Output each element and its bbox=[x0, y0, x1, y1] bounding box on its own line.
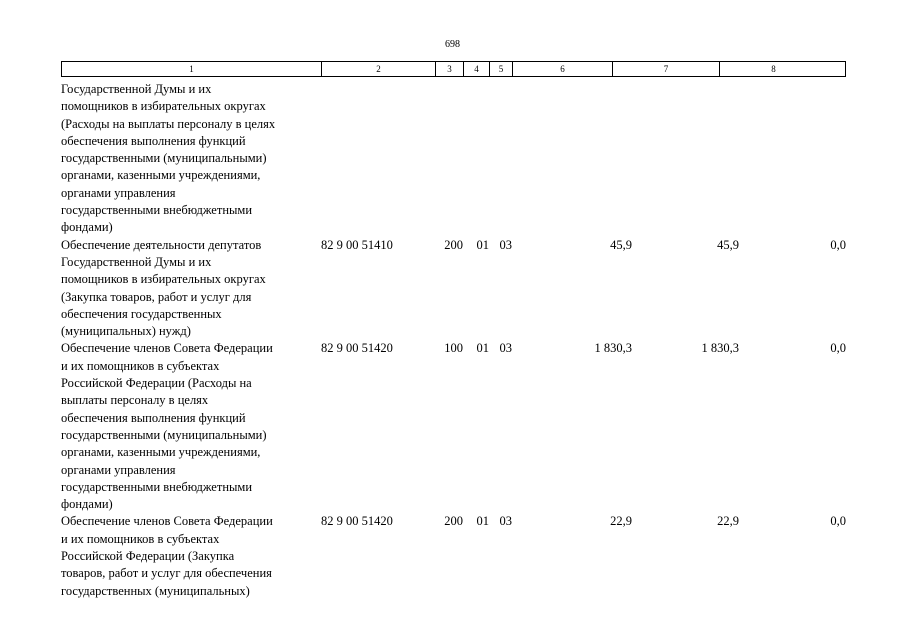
column-header-2: 2 bbox=[322, 62, 436, 76]
row-value-7: 22,9 bbox=[717, 514, 739, 529]
table-row bbox=[61, 340, 846, 513]
row-value-6: 1 830,3 bbox=[594, 341, 632, 356]
row-value-8 bbox=[739, 81, 846, 237]
row-value-8: 0,0 bbox=[830, 341, 846, 356]
row-description: Обеспечение членов Совета Федерации и их помощников в субъектах Российской Федерации (Расходы на выплаты персоналу в целях обеспечения выполнения функций государственными (муниципальными) органами, казенными учреждениями, органами управления государственными внебюджетными фондами) bbox=[61, 341, 273, 512]
table-body bbox=[61, 81, 846, 600]
row-pr: 03 bbox=[499, 341, 512, 356]
row-value-7 bbox=[632, 81, 739, 237]
row-code bbox=[321, 81, 435, 237]
table-header-row bbox=[61, 61, 846, 77]
column-header-4: 4 bbox=[464, 62, 490, 76]
row-description: Государственной Думы и их помощников в избирательных округах (Расходы на выплаты персоналу в целях обеспечения выполнения функций государственными (муниципальными) органами, казенными учреждениями, органами управления государственными внебюджетными фондами) bbox=[61, 82, 276, 235]
column-header-5: 5 bbox=[490, 62, 513, 76]
column-header-1: 1 bbox=[62, 62, 322, 76]
page-number: 698 bbox=[445, 39, 460, 50]
table-row bbox=[61, 237, 846, 341]
row-vr bbox=[435, 81, 463, 237]
column-header-6: 6 bbox=[513, 62, 613, 76]
row-code: 82 9 00 51420 bbox=[321, 341, 393, 356]
row-rz bbox=[463, 81, 489, 237]
column-header-3: 3 bbox=[436, 62, 464, 76]
column-header-8: 8 bbox=[771, 64, 776, 74]
row-code: 82 9 00 51420 bbox=[321, 514, 393, 529]
row-vr: 200 bbox=[444, 237, 463, 252]
row-value-7: 1 830,3 bbox=[701, 341, 739, 356]
row-rz: 01 bbox=[476, 237, 489, 252]
row-rz: 01 bbox=[476, 514, 489, 529]
row-code: 82 9 00 51410 bbox=[321, 237, 393, 252]
table-row bbox=[61, 513, 846, 599]
table-row bbox=[61, 81, 846, 237]
row-pr: 03 bbox=[499, 237, 512, 252]
row-pr: 03 bbox=[499, 514, 512, 529]
row-vr: 100 bbox=[444, 341, 463, 356]
row-value-7: 45,9 bbox=[717, 237, 739, 252]
row-vr: 200 bbox=[444, 514, 463, 529]
row-value-6 bbox=[512, 81, 632, 237]
row-value-6: 45,9 bbox=[610, 237, 632, 252]
row-value-6: 22,9 bbox=[610, 514, 632, 529]
row-value-8: 0,0 bbox=[830, 514, 846, 529]
row-value-8: 0,0 bbox=[830, 237, 846, 252]
row-pr bbox=[489, 81, 512, 237]
row-rz: 01 bbox=[476, 341, 489, 356]
row-description: Обеспечение членов Совета Федерации и их помощников в субъектах Российской Федерации (Закупка товаров, работ и услуг для обеспечения государственных (муниципальных) bbox=[61, 514, 273, 598]
column-header-7: 7 bbox=[613, 62, 720, 76]
row-description: Обеспечение деятельности депутатов Государственной Думы и их помощников в избирательных округах (Закупка товаров, работ и услуг для обеспечения государственных (муниципальных) нужд) bbox=[61, 237, 266, 339]
